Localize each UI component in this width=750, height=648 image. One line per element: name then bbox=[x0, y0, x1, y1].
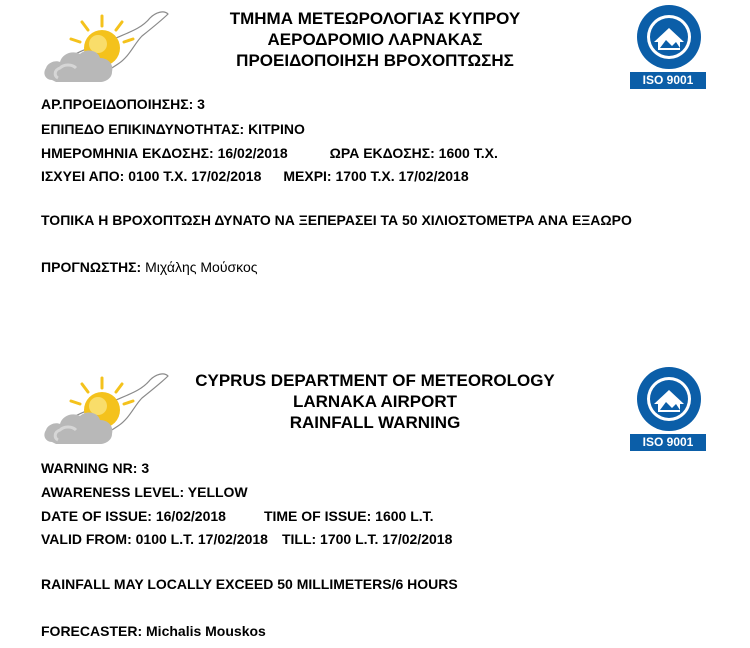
date-of-issue: ΗΜΕΡΟΜΗΝΙΑ ΕΚΔΟΣΗΣ: 16/02/2018 bbox=[41, 145, 288, 161]
header-warning-type: RAINFALL WARNING bbox=[289, 413, 461, 432]
awareness-level: AWARENESS LEVEL: YELLOW bbox=[41, 484, 248, 500]
iso-label: ISO 9001 bbox=[630, 72, 706, 89]
warning-message: RAINFALL MAY LOCALLY EXCEED 50 MILLIMETERS/6 HOURS bbox=[41, 576, 458, 592]
iso-badge bbox=[628, 4, 710, 92]
forecaster-name: Μιχάλης Μούσκος bbox=[145, 259, 258, 275]
warning-number: WARNING NR: 3 bbox=[41, 460, 150, 476]
valid-from: ΙΣΧΥΕΙ ΑΠΟ: 0100 Τ.Χ. 17/02/2018 bbox=[41, 168, 262, 184]
iso-seal-icon bbox=[636, 4, 702, 70]
forecaster-row bbox=[41, 259, 257, 275]
header-warning-type: ΠΡΟΕΙΔΟΠΟΙΗΣΗ ΒΡΟΧΟΠΤΩΣΗΣ bbox=[236, 51, 514, 70]
forecaster-label: FORECASTER: bbox=[41, 623, 143, 639]
header-department: ΤΜΗΜΑ ΜΕΤΕΩΡΟΛΟΓΙΑΣ ΚΥΠΡΟΥ bbox=[229, 9, 521, 28]
valid-from: VALID FROM: 0100 L.T. 17/02/2018 bbox=[41, 531, 268, 547]
iso-label: ISO 9001 bbox=[630, 434, 706, 451]
header-airport: ΑΕΡΟΔΡΟΜΙΟ ΛΑΡΝΑΚΑΣ bbox=[267, 30, 483, 49]
valid-till: TILL: 1700 L.T. 17/02/2018 bbox=[281, 531, 453, 547]
time-of-issue: TIME OF ISSUE: 1600 L.T. bbox=[263, 508, 434, 524]
forecaster-row bbox=[41, 623, 266, 639]
forecaster-name: Michalis Mouskos bbox=[146, 623, 266, 639]
awareness-level: ΕΠΙΠΕΔΟ ΕΠΙΚΙΝΔΥΝΟΤΗΤΑΣ: ΚΙΤΡΙΝΟ bbox=[41, 121, 305, 137]
date-of-issue: DATE OF ISSUE: 16/02/2018 bbox=[41, 508, 226, 524]
warning-number: ΑΡ.ΠΡΟΕΙΔΟΠΟΙΗΣΗΣ: 3 bbox=[41, 96, 205, 112]
validity-row bbox=[41, 168, 469, 184]
validity-row bbox=[41, 531, 452, 547]
issue-row bbox=[41, 508, 434, 524]
header-airport: LARNAKA AIRPORT bbox=[292, 392, 457, 411]
forecaster-label: ΠΡΟΓΝΩΣΤΗΣ: bbox=[41, 259, 142, 275]
iso-seal-icon bbox=[636, 366, 702, 432]
issue-row bbox=[41, 145, 498, 161]
time-of-issue: ΩΡΑ ΕΚΔΟΣΗΣ: 1600 Τ.Χ. bbox=[329, 145, 498, 161]
warning-message: ΤΟΠΙΚΑ Η ΒΡΟΧΟΠΤΩΣΗ ΔΥΝΑΤΟ ΝΑ ΞΕΠΕΡΑΣΕΙ ΤΑ 50 ΧΙΛΙΟΣΤΟΜΕΤΡΑ ΑΝΑ ΕΞΑΩΡΟ bbox=[41, 212, 632, 228]
iso-badge bbox=[628, 366, 710, 454]
valid-till: ΜΕΧΡΙ: 1700 Τ.Χ. 17/02/2018 bbox=[283, 168, 469, 184]
header-department: CYPRUS DEPARTMENT OF METEOROLOGY bbox=[195, 371, 555, 390]
